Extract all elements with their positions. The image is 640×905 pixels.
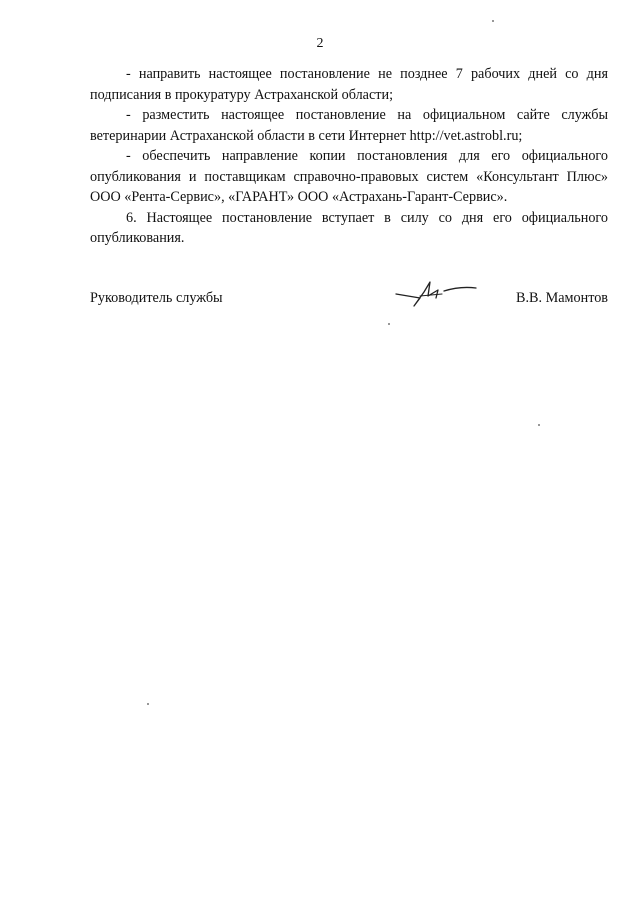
page-number: 2 [316, 36, 324, 51]
paragraph-send-to-prosecutor: - направить настоящее постановление не позднее 7 рабочих дней со дня подписания в прокуратуру Астраханской области; [90, 66, 608, 103]
signature-block [90, 288, 608, 312]
scan-speck [388, 323, 390, 325]
handwritten-signature [390, 276, 490, 316]
scan-speck [538, 424, 540, 426]
document-body [90, 64, 608, 249]
paragraph-entry-into-force: 6. Настоящее постановление вступает в силу со дня его официального опубликования. [90, 209, 608, 246]
paragraph-publish-on-website: - разместить настоящее постановление на официальном сайте службы ветеринарии Астраханской области в сети Интернет http://vet.astrobl.ru; [90, 107, 608, 144]
signatory-position: Руководитель службы [90, 290, 223, 306]
paragraph-send-copies-legal-systems: - обеспечить направление копии постановления для его официального опубликования и поставщикам справочно-правовых систем «Консультант Плюс» ООО «Рента-Сервис», «ГАРАНТ» ООО «Астрахань-Гарант-Сервис». [90, 148, 608, 205]
scan-speck [492, 20, 494, 22]
scan-speck [147, 703, 149, 705]
signatory-name: В.В. Мамонтов [516, 290, 608, 306]
